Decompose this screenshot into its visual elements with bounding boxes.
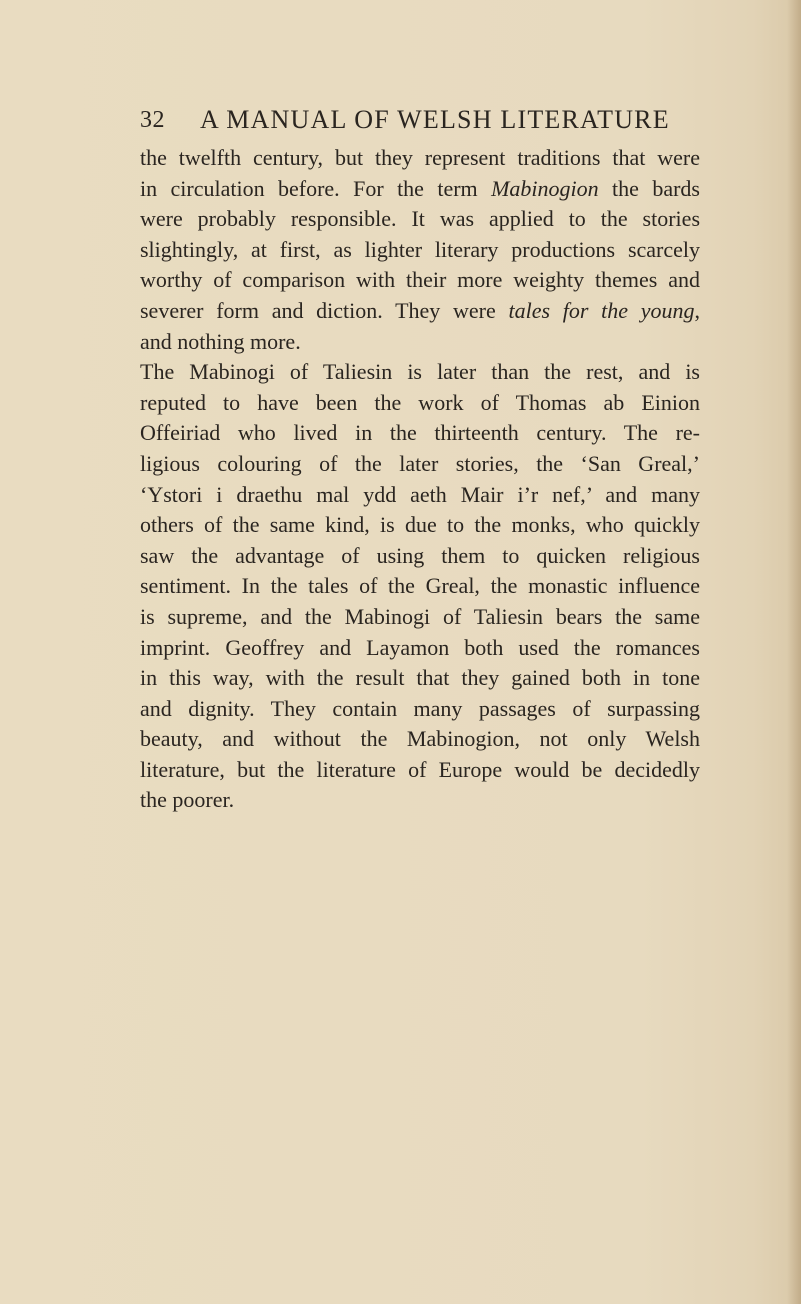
text-line xyxy=(140,541,700,572)
text-run: the twelfth century, but they represent traditions that were xyxy=(140,145,700,170)
text-run: literature, but the literature of Europe would be decidedly xyxy=(140,756,700,782)
text-run: and dignity. They contain many passages of surpassing xyxy=(140,695,700,721)
text-line xyxy=(140,480,700,511)
text-run: the bards xyxy=(598,175,700,201)
text-run: in circulation before. For the term xyxy=(140,175,492,201)
text-line xyxy=(140,510,700,541)
text-run: severer form and diction. They were xyxy=(140,297,509,323)
text-run: and nothing more. xyxy=(140,328,301,354)
text-line xyxy=(140,633,700,664)
text-run: reputed to have been the work of Thomas ab Einion xyxy=(140,389,700,415)
text-line xyxy=(140,235,700,266)
text-run: worthy of comparison with their more weighty themes and xyxy=(140,267,700,293)
text-run: others of the same kind, is due to the monks, who quickly xyxy=(140,512,700,538)
text-run: , xyxy=(694,297,700,323)
text-line xyxy=(140,449,700,480)
text-line xyxy=(140,265,700,296)
text-line xyxy=(140,327,700,358)
running-header xyxy=(140,103,700,139)
text-line xyxy=(140,724,700,755)
text-run: imprint. Geoffrey and Layamon both used the romances xyxy=(140,634,700,660)
text-run: The Mabinogi of Taliesin is later than the rest, and is xyxy=(140,359,700,385)
text-line xyxy=(140,602,700,633)
text-run: the poorer. xyxy=(140,787,235,813)
text-line xyxy=(140,418,700,449)
text-line xyxy=(140,174,700,205)
text-line xyxy=(140,388,700,419)
italic-run: tales for the young xyxy=(508,297,695,323)
text-run: beauty, and without the Mabinogion, not only Welsh xyxy=(140,726,700,752)
italic-run: Mabinogion xyxy=(491,175,599,201)
text-run: is supreme, and the Mabinogi of Taliesin bears the same xyxy=(140,603,700,629)
text-run: were probably responsible. It was applied to the stories xyxy=(140,206,700,232)
text-line xyxy=(140,296,700,327)
text-run: sentiment. In the tales of the Greal, the monastic influence xyxy=(140,573,700,599)
running-title: A MANUAL OF WELSH LITERATURE xyxy=(200,105,670,134)
text-line xyxy=(140,785,700,816)
body-text xyxy=(140,143,700,816)
text-line xyxy=(140,694,700,725)
text-line xyxy=(140,357,700,388)
page-edge-shadow xyxy=(787,0,801,1304)
text-run: saw the advantage of using them to quicken religious xyxy=(140,542,700,568)
text-line xyxy=(140,571,700,602)
text-run: ligious colouring of the later stories, the ‘San Greal,’ xyxy=(140,450,700,476)
text-line xyxy=(140,204,700,235)
text-line xyxy=(140,663,700,694)
text-line xyxy=(140,143,700,174)
text-run: slightingly, at first, as lighter literary productions scarcely xyxy=(140,236,700,262)
text-run: Offeiriad who lived in the thirteenth century. The re- xyxy=(140,420,700,446)
text-run: in this way, with the result that they gained both in tone xyxy=(140,665,700,691)
text-line xyxy=(140,755,700,786)
page-number: 32 xyxy=(140,107,165,133)
text-run: ‘Ystori i draethu mal ydd aeth Mair i’r nef,’ and many xyxy=(140,481,700,507)
